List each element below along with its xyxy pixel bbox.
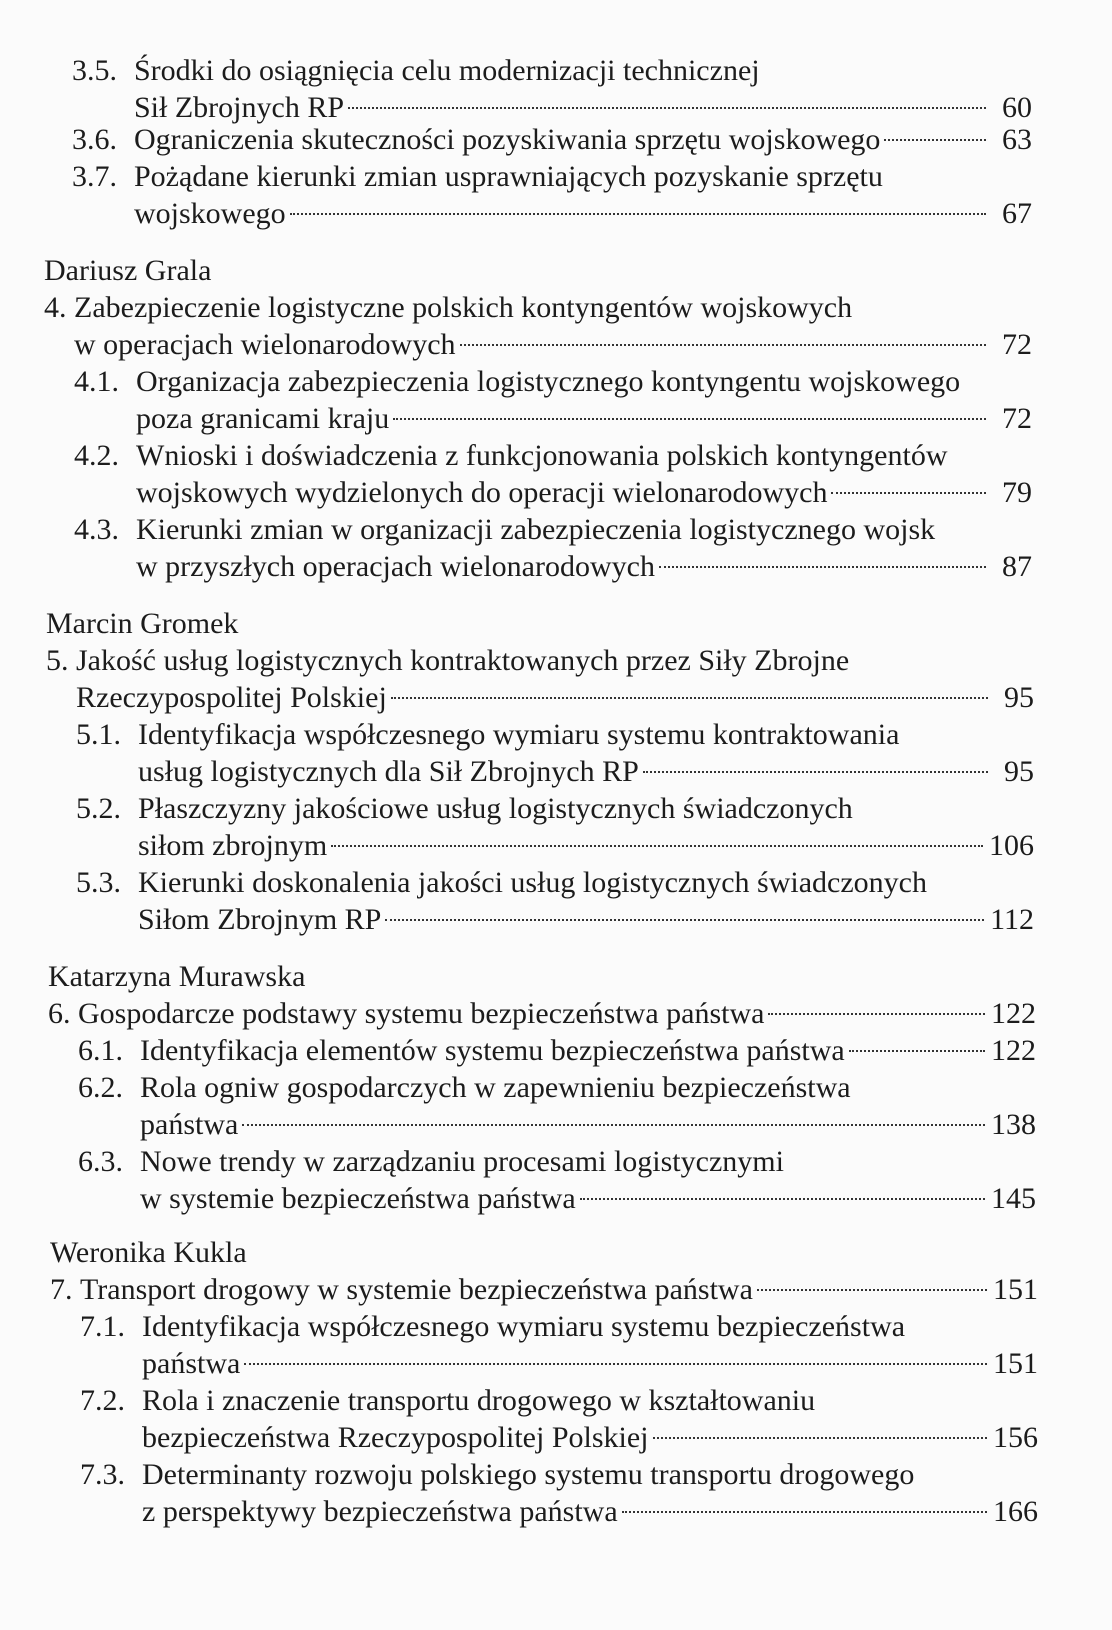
dot-leader xyxy=(242,1124,985,1126)
dot-leader xyxy=(831,492,986,494)
toc-entry-6-3 xyxy=(78,1143,1036,1217)
toc-chapter-5 xyxy=(46,642,1034,716)
toc-entry-7-1 xyxy=(80,1308,1038,1382)
page-number: 156 xyxy=(993,1421,1038,1454)
entry-number: 7.3. xyxy=(80,1458,125,1491)
page-number: 95 xyxy=(1004,681,1034,714)
entry-title-cont: z perspektywy bezpieczeństwa państwa xyxy=(142,1495,618,1528)
entry-title: Kierunki doskonalenia jakości usług logistycznych świadczonych xyxy=(138,866,927,899)
page-number: 60 xyxy=(1002,91,1032,124)
page-number: 72 xyxy=(1002,402,1032,435)
page-number: 95 xyxy=(1004,755,1034,788)
entry-number: 4.3. xyxy=(74,513,119,546)
toc-chapter-4 xyxy=(44,289,1032,363)
dot-leader xyxy=(580,1198,985,1200)
toc-entry-7-2 xyxy=(80,1382,1038,1456)
page-number: 122 xyxy=(991,997,1036,1030)
page-number: 106 xyxy=(989,829,1034,862)
entry-title: Determinanty rozwoju polskiego systemu transportu drogowego xyxy=(142,1458,915,1491)
page-number: 122 xyxy=(991,1034,1036,1067)
chapter-number: 7. xyxy=(50,1273,73,1306)
entry-title: Środki do osiągnięcia celu modernizacji technicznej xyxy=(134,54,760,87)
page-number: 151 xyxy=(993,1347,1038,1380)
entry-title-cont: państwa xyxy=(140,1108,239,1141)
entry-title: Płaszczyzny jakościowe usług logistycznych świadczonych xyxy=(138,792,853,825)
chapter-title: Gospodarcze podstawy systemu bezpieczeństwa państwa xyxy=(78,997,765,1030)
entry-number: 4.2. xyxy=(74,439,119,472)
page-number: 166 xyxy=(993,1495,1038,1528)
entry-title: Organizacja zabezpieczenia logistycznego kontyngentu wojskowego xyxy=(136,365,961,398)
chapter-title: Transport drogowy w systemie bezpieczeństwa państwa xyxy=(80,1273,753,1306)
chapter-title-cont: w operacjach wielonarodowych xyxy=(74,328,456,361)
entry-number: 7.2. xyxy=(80,1384,125,1417)
entry-title-cont: wojskowego xyxy=(134,197,286,230)
dot-leader xyxy=(391,697,988,699)
dot-leader xyxy=(659,566,986,568)
page-number: 79 xyxy=(1002,476,1032,509)
entry-title: Rola ogniw gospodarczych w zapewnieniu bezpieczeństwa xyxy=(140,1071,851,1104)
page-number: 145 xyxy=(991,1182,1036,1215)
dot-leader xyxy=(757,1289,987,1291)
author-name: Dariusz Grala xyxy=(44,254,212,287)
entry-title: Rola i znaczenie transportu drogowego w kształtowaniu xyxy=(142,1384,816,1417)
page-number: 151 xyxy=(993,1273,1038,1306)
dot-leader xyxy=(768,1013,985,1015)
entry-number: 3.6. xyxy=(72,123,117,156)
entry-title-cont: siłom zbrojnym xyxy=(138,829,328,862)
chapter-title: Jakość usług logistycznych kontraktowanych przez Siły Zbrojne xyxy=(76,644,850,677)
entry-number: 5.1. xyxy=(76,718,121,751)
dot-leader xyxy=(849,1050,985,1052)
toc-entry-4-2 xyxy=(74,437,1032,511)
entry-title: Identyfikacja współczesnego wymiaru systemu bezpieczeństwa xyxy=(142,1310,906,1343)
author-name: Marcin Gromek xyxy=(46,607,239,640)
entry-title: Identyfikacja elementów systemu bezpieczeństwa państwa xyxy=(140,1034,845,1067)
page-number: 63 xyxy=(1002,123,1032,156)
dot-leader xyxy=(385,919,984,921)
entry-title-cont: usług logistycznych dla Sił Zbrojnych RP xyxy=(138,755,639,788)
dot-leader xyxy=(884,139,986,141)
toc-entry-5-2 xyxy=(76,790,1034,864)
entry-title: Ograniczenia skuteczności pozyskiwania sprzętu wojskowego xyxy=(134,123,881,156)
entry-title-cont: wojskowych wydzielonych do operacji wielonarodowych xyxy=(136,476,828,509)
toc-entry-7-3 xyxy=(80,1456,1038,1530)
entry-number: 4.1. xyxy=(74,365,119,398)
entry-title: Wnioski i doświadczenia z funkcjonowania polskich kontyngentów xyxy=(136,439,948,472)
entry-title: Identyfikacja współczesnego wymiaru systemu kontraktowania xyxy=(138,718,900,751)
entry-title-cont: w przyszłych operacjach wielonarodowych xyxy=(136,550,655,583)
entry-title-cont: w systemie bezpieczeństwa państwa xyxy=(140,1182,576,1215)
page-number: 138 xyxy=(991,1108,1036,1141)
entry-title: Kierunki zmian w organizacji zabezpieczenia logistycznego wojsk xyxy=(136,513,936,546)
entry-number: 5.3. xyxy=(76,866,121,899)
chapter-number: 5. xyxy=(46,644,69,677)
entry-number: 3.7. xyxy=(72,160,117,193)
page-number: 67 xyxy=(1002,197,1032,230)
dot-leader xyxy=(460,344,986,346)
dot-leader xyxy=(643,771,988,773)
dot-leader xyxy=(622,1511,987,1513)
entry-number: 5.2. xyxy=(76,792,121,825)
dot-leader xyxy=(331,845,983,847)
entry-title-cont: państwa xyxy=(142,1347,241,1380)
entry-number: 6.3. xyxy=(78,1145,123,1178)
dot-leader xyxy=(393,418,986,420)
page-number: 72 xyxy=(1002,328,1032,361)
page-number: 112 xyxy=(990,903,1034,936)
chapter-number: 6. xyxy=(48,997,71,1030)
toc-entry-3-7 xyxy=(72,158,1032,232)
chapter-number: 4. xyxy=(44,291,67,324)
entry-title-cont: Sił Zbrojnych RP xyxy=(134,91,345,124)
toc-entry-4-1 xyxy=(74,363,1032,437)
dot-leader xyxy=(348,107,986,109)
toc-entry-6-2 xyxy=(78,1069,1036,1143)
entry-number: 3.5. xyxy=(72,54,117,87)
author-name: Weronika Kukla xyxy=(50,1236,247,1269)
toc-entry-3-6 xyxy=(72,121,1032,158)
dot-leader xyxy=(290,213,986,215)
entry-number: 6.1. xyxy=(78,1034,123,1067)
toc-entry-5-3 xyxy=(76,864,1034,938)
entry-title-cont: bezpieczeństwa Rzeczypospolitej Polskiej xyxy=(142,1421,649,1454)
toc-chapter-7 xyxy=(50,1271,1038,1308)
page-number: 87 xyxy=(1002,550,1032,583)
toc-chapter-6 xyxy=(48,995,1036,1032)
chapter-title: Zabezpieczenie logistyczne polskich kontyngentów wojskowych xyxy=(74,291,853,324)
entry-title-cont: Siłom Zbrojnym RP xyxy=(138,903,382,936)
toc-entry-4-3 xyxy=(74,511,1032,585)
entry-title: Pożądane kierunki zmian usprawniających pozyskanie sprzętu xyxy=(134,160,883,193)
chapter-title-cont: Rzeczypospolitej Polskiej xyxy=(76,681,387,714)
entry-title: Nowe trendy w zarządzaniu procesami logistycznymi xyxy=(140,1145,784,1178)
toc-entry-3-5 xyxy=(72,52,1032,126)
toc-entry-5-1 xyxy=(76,716,1034,790)
entry-number: 6.2. xyxy=(78,1071,123,1104)
toc-entry-6-1 xyxy=(78,1032,1036,1069)
entry-title-cont: poza granicami kraju xyxy=(136,402,390,435)
dot-leader xyxy=(653,1437,988,1439)
author-name: Katarzyna Murawska xyxy=(48,960,306,993)
dot-leader xyxy=(244,1363,987,1365)
entry-number: 7.1. xyxy=(80,1310,125,1343)
